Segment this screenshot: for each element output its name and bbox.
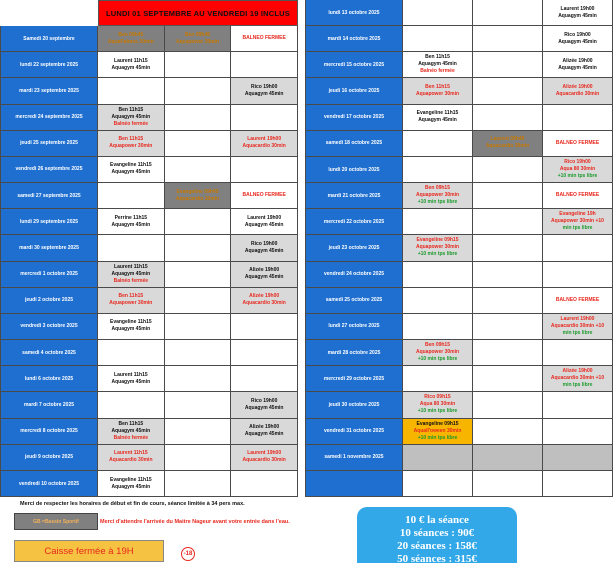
session-cell (473, 78, 543, 104)
date-cell: jeudi 23 octobre 2025 (305, 235, 403, 261)
session-text: Aquagym 45min (558, 38, 597, 45)
date-cell: samedi 1 novembre 2025 (305, 445, 403, 471)
session-cell (231, 445, 298, 471)
session-cell (98, 419, 165, 445)
session-text: BALNEO FERMEE (555, 139, 600, 146)
session-text: Aquapower 30min (415, 244, 460, 251)
session-cell (231, 419, 298, 445)
session-cell (98, 52, 165, 78)
session-text: Evangeline 09h15 (416, 237, 459, 244)
schedule-row (305, 471, 613, 497)
schedule-row (305, 105, 613, 131)
session-cell (473, 314, 543, 340)
session-cell (98, 288, 165, 314)
session-cell (403, 366, 473, 392)
session-cell (543, 183, 613, 209)
schedule-row (305, 340, 613, 366)
session-cell (473, 183, 543, 209)
session-text: Ben 11h15 (118, 420, 144, 427)
session-cell (98, 183, 165, 209)
session-text: Aquagym 45min (111, 378, 151, 385)
session-cell (403, 445, 473, 471)
session-cell (231, 157, 298, 183)
session-text: Ben 11h15 (118, 293, 144, 300)
schedule-row (305, 366, 613, 392)
session-text: Aquagym 45min (244, 90, 284, 97)
session-text: Aquapower 30min (109, 300, 153, 307)
session-text: Evangeline 19h (559, 211, 596, 218)
session-cell (473, 235, 543, 261)
session-cell (165, 78, 232, 104)
session-text: Rico 19h00 (250, 397, 278, 404)
session-text: Perrine 11h15 (114, 214, 148, 221)
session-cell (98, 157, 165, 183)
session-text: Evangeline 11h15 (109, 319, 152, 326)
session-text: Aquall'oween 30min (413, 427, 462, 434)
session-cell (231, 131, 298, 157)
session-cell (165, 314, 232, 340)
session-cell (165, 445, 232, 471)
schedule-row (0, 52, 298, 78)
schedule-right (305, 0, 613, 497)
session-cell (98, 78, 165, 104)
date-cell: vendredi 17 octobre 2025 (305, 105, 403, 131)
session-text: Aquacardio 30min +10 (550, 322, 605, 329)
session-cell (98, 340, 165, 366)
schedule-row (305, 392, 613, 418)
date-cell: vendredi 31 octobre 2025 (305, 419, 403, 445)
date-cell: jeudi 2 octobre 2025 (0, 288, 98, 314)
date-cell: mardi 28 octobre 2025 (305, 340, 403, 366)
date-cell: jeudi 25 septembre 2025 (0, 131, 98, 157)
date-cell: lundi 20 octobre 2025 (305, 157, 403, 183)
schedule-row (305, 183, 613, 209)
date-cell: lundi 13 octobre 2025 (305, 0, 403, 26)
session-cell (98, 471, 165, 497)
date-cell: vendredi 24 octobre 2025 (305, 262, 403, 288)
session-cell (473, 52, 543, 78)
schedule-row (0, 419, 298, 445)
session-cell (473, 262, 543, 288)
session-text: Aquagym 45min (111, 113, 151, 120)
date-cell: mercredi 1 octobre 2025 (0, 262, 98, 288)
session-cell (473, 157, 543, 183)
session-cell (165, 288, 232, 314)
session-cell (543, 209, 613, 235)
session-cell (543, 131, 613, 157)
session-cell (543, 314, 613, 340)
session-text: Aquagym 45min (558, 64, 597, 71)
schedule-row (305, 314, 613, 340)
session-cell (98, 105, 165, 131)
session-cell (165, 157, 232, 183)
session-cell (98, 392, 165, 418)
session-cell (403, 209, 473, 235)
session-text: Aquacardio 30min +10 (550, 375, 605, 382)
session-cell (98, 131, 165, 157)
schedule-row (305, 26, 613, 52)
session-cell (231, 366, 298, 392)
session-text: Rico 09h15 (424, 394, 451, 401)
session-text: BALNEO FERMEE (242, 35, 286, 42)
session-text: Ben 11h15 (118, 106, 144, 113)
session-text: Rico 19h00 (564, 31, 591, 38)
session-text: Laurent 19h00 (247, 450, 282, 457)
session-cell (165, 340, 232, 366)
session-text: Aquagym 45min (244, 247, 284, 254)
session-text: Aquacardio 30min (242, 300, 286, 307)
session-text: Aquagym 45min (111, 326, 151, 333)
session-cell (231, 209, 298, 235)
session-text: Alizée 19h00 (562, 84, 593, 91)
session-cell (165, 366, 232, 392)
session-cell (231, 235, 298, 261)
session-cell (231, 52, 298, 78)
session-text: Ben 11h15 (118, 136, 144, 143)
session-text: Laurent 19h00 (560, 315, 595, 322)
session-cell (165, 183, 232, 209)
session-cell (473, 392, 543, 418)
session-cell (473, 366, 543, 392)
session-text: min tps libre (562, 329, 593, 336)
date-cell: mercredi 29 octobre 2025 (305, 366, 403, 392)
schedule-row (305, 445, 613, 471)
session-text: Aquapower 30min (109, 143, 153, 150)
session-text: Aquapower 30min (175, 38, 220, 45)
session-cell (165, 52, 232, 78)
session-cell (231, 78, 298, 104)
session-text: Laurent 11h15 (114, 57, 148, 64)
respect-hours-note: Merci de respecter les horaires de début et fin de cours, séance limitée à 34 pers max. (20, 501, 245, 507)
session-cell (98, 262, 165, 288)
session-text: Aquagym 45min (111, 270, 151, 277)
schedule-row (305, 235, 613, 261)
session-text: Alizée 19h00 (249, 267, 280, 274)
schedule-row (0, 157, 298, 183)
session-text: Aquagym 45min (244, 274, 284, 281)
session-cell (403, 26, 473, 52)
schedule-row (0, 392, 298, 418)
session-cell (543, 445, 613, 471)
session-text: Ben 09h45 (185, 31, 211, 38)
date-cell: mercredi 8 octobre 2025 (0, 419, 98, 445)
session-text: Evangeline 11h15 (416, 110, 459, 117)
session-text: Aquagym 45min (418, 61, 457, 68)
cashier-closed-notice: Caisse fermée à 19H (14, 540, 164, 562)
date-cell: mercredi 22 octobre 2025 (305, 209, 403, 235)
age-limit-icon: -18 (181, 547, 195, 561)
session-cell (403, 340, 473, 366)
schedule-row (305, 209, 613, 235)
session-cell (165, 419, 232, 445)
session-text: Aqua 80 30min (419, 401, 456, 408)
date-cell: samedi 25 octobre 2025 (305, 288, 403, 314)
schedule-row (0, 131, 298, 157)
date-cell: vendredi 10 octobre 2025 (0, 471, 98, 497)
session-cell (165, 209, 232, 235)
session-text: Aquapower 30min (415, 91, 460, 98)
session-cell (165, 105, 232, 131)
session-cell (403, 314, 473, 340)
schedule-row (305, 288, 613, 314)
session-cell (543, 78, 613, 104)
session-text: AquaPalmes 30min (107, 38, 154, 45)
date-cell (305, 471, 403, 497)
session-text: Balnéo fermée (113, 120, 149, 127)
schedule-row (305, 52, 613, 78)
session-text: Ben 09h15 (424, 342, 450, 349)
session-text: Evangeline 09h15 (416, 420, 459, 427)
session-text: Laurent 11h15 (114, 450, 148, 457)
session-cell (165, 26, 232, 52)
session-text: BALNEO FERMEE (555, 192, 600, 199)
date-cell: samedi 18 octobre 2025 (305, 131, 403, 157)
session-text: Aquapower 30min (415, 192, 460, 199)
session-cell (543, 392, 613, 418)
date-cell: jeudi 30 octobre 2025 (305, 392, 403, 418)
date-cell: samedi 4 octobre 2025 (0, 340, 98, 366)
session-text: min tps libre (562, 382, 593, 389)
schedule-row (305, 419, 613, 445)
schedule-row (305, 0, 613, 26)
session-text: BALNEO FERMEE (555, 296, 600, 303)
date-cell: jeudi 16 octobre 2025 (305, 78, 403, 104)
session-text: min tps libre (562, 225, 593, 232)
session-text: Alizée 19h00 (249, 424, 280, 431)
lifeguard-note: Merci d'attendre l'arrivée du Maitre Nageur avant votre entrée dans l'eau. (100, 519, 290, 525)
session-text: Evangeline 09h45 (176, 188, 219, 195)
schedule-row (0, 340, 298, 366)
schedule-row (0, 183, 298, 209)
session-cell (543, 235, 613, 261)
session-cell (473, 131, 543, 157)
session-cell (543, 26, 613, 52)
session-cell (403, 392, 473, 418)
date-cell: lundi 6 octobre 2025 (0, 366, 98, 392)
date-cell: lundi 27 octobre 2025 (305, 314, 403, 340)
date-cell: vendredi 26 septembre 2025 (0, 157, 98, 183)
schedule-row (0, 288, 298, 314)
session-cell (473, 340, 543, 366)
schedule-left (0, 0, 298, 497)
schedule-row (0, 445, 298, 471)
period-banner: LUNDI 01 SEPTEMBRE AU VENDREDI 19 INCLUS (98, 0, 298, 26)
session-cell (98, 314, 165, 340)
schedule-row (305, 262, 613, 288)
session-cell (403, 0, 473, 26)
session-cell (165, 392, 232, 418)
session-cell (231, 262, 298, 288)
session-cell (403, 235, 473, 261)
price-line: 10 € la séance (405, 514, 469, 526)
schedule-row (0, 105, 298, 131)
session-text: Aquagym 45min (558, 12, 597, 19)
date-cell: mercredi 24 septembre 2025 (0, 105, 98, 131)
session-text: Laurent 19h00 (247, 136, 282, 143)
date-cell: mardi 21 octobre 2025 (305, 183, 403, 209)
date-cell: mardi 30 septembre 2025 (0, 235, 98, 261)
session-cell (231, 471, 298, 497)
schedule-row (0, 209, 298, 235)
date-cell: lundi 22 septembre 2025 (0, 52, 98, 78)
session-text: +10 min tps libre (417, 199, 458, 206)
session-cell (231, 183, 298, 209)
session-cell (231, 26, 298, 52)
session-cell (543, 105, 613, 131)
session-cell (98, 235, 165, 261)
session-cell (543, 419, 613, 445)
session-text: Aquagym 45min (111, 427, 151, 434)
session-text: Laurent 11h15 (114, 371, 148, 378)
session-cell (543, 157, 613, 183)
session-cell (165, 131, 232, 157)
schedule-row (305, 157, 613, 183)
session-text: +10 min tps libre (417, 434, 458, 441)
schedule-row (305, 78, 613, 104)
session-cell (231, 105, 298, 131)
session-text: Aqua 80 30min (559, 166, 596, 173)
date-cell: Samedi 20 septembre (0, 26, 98, 52)
session-text: Aquacardio 30min (242, 143, 286, 150)
date-cell: mardi 14 octobre 2025 (305, 26, 403, 52)
session-cell (98, 209, 165, 235)
session-text: +10 min tps libre (417, 251, 458, 258)
session-text: Aquacardio 30min (242, 457, 286, 464)
session-text: Laurent 09h45 (490, 136, 525, 143)
session-text: Laurent 19h00 (247, 214, 282, 221)
date-cell: mardi 7 octobre 2025 (0, 392, 98, 418)
session-text: +10 min tps libre (557, 173, 598, 180)
session-text: Alizée 19h00 (562, 57, 593, 64)
session-cell (543, 366, 613, 392)
gb-legend-badge: GB =Bassin Sportif (14, 513, 98, 530)
schedule-row (0, 366, 298, 392)
session-cell (543, 288, 613, 314)
session-cell (473, 445, 543, 471)
session-cell (403, 131, 473, 157)
schedule-row (305, 131, 613, 157)
session-cell (543, 0, 613, 26)
schedule-row (0, 235, 298, 261)
session-text: Aquacardio 30min (485, 143, 530, 150)
session-text: Aquagym 45min (244, 221, 284, 228)
session-text: Ben 09h45 (118, 31, 144, 38)
session-text: Alizée 19h00 (562, 368, 593, 375)
session-text: Rico 19h00 (564, 159, 591, 166)
session-cell (403, 419, 473, 445)
session-text: +10 min tps libre (417, 408, 458, 415)
session-text: Evangeline 11h15 (109, 162, 152, 169)
session-text: Evangeline 11h15 (109, 476, 152, 483)
session-cell (403, 288, 473, 314)
session-text: Rico 19h00 (250, 83, 278, 90)
price-line: 50 séances : 315€ (397, 553, 477, 563)
session-cell (473, 288, 543, 314)
date-cell: mardi 23 septembre 2025 (0, 78, 98, 104)
session-text: Aquagym 45min (244, 404, 284, 411)
session-cell (403, 105, 473, 131)
session-text: Rico 19h00 (250, 240, 278, 247)
session-cell (543, 340, 613, 366)
session-cell (98, 366, 165, 392)
session-cell (403, 262, 473, 288)
session-cell (231, 340, 298, 366)
schedule-row (0, 78, 298, 104)
session-cell (98, 26, 165, 52)
session-text: Aquacardio 30min (555, 91, 600, 98)
session-text: Aquagym 45min (244, 431, 284, 438)
session-cell (403, 183, 473, 209)
session-cell (231, 392, 298, 418)
session-cell (473, 471, 543, 497)
session-text: Balnéo fermée (420, 68, 455, 75)
price-panel (357, 507, 517, 563)
session-text: Aquagym 45min (111, 483, 151, 490)
session-text: Ben 11h15 (425, 54, 450, 61)
session-text: Aquapower 30min (415, 349, 460, 356)
session-text: Aquacardio 30min (109, 457, 153, 464)
session-cell (165, 235, 232, 261)
session-text: Aquagym 45min (111, 221, 151, 228)
schedule-row (0, 471, 298, 497)
price-line: 20 séances : 158€ (397, 540, 477, 552)
session-cell (473, 419, 543, 445)
session-cell (403, 471, 473, 497)
session-cell (403, 78, 473, 104)
date-cell: jeudi 9 octobre 2025 (0, 445, 98, 471)
session-text: +10 min tps libre (417, 356, 458, 363)
session-text: Aquagym 45min (111, 64, 151, 71)
schedule-row (0, 314, 298, 340)
session-cell (543, 262, 613, 288)
session-cell (473, 26, 543, 52)
session-text: Aquagym 45min (111, 169, 151, 176)
session-text: Laurent 19h00 (560, 5, 595, 12)
date-cell: mercredi 15 octobre 2025 (305, 52, 403, 78)
session-text: Alizée 19h00 (249, 293, 280, 300)
session-cell (231, 288, 298, 314)
session-cell (473, 209, 543, 235)
session-text: Ben 09h15 (424, 185, 450, 192)
session-cell (403, 52, 473, 78)
session-cell (543, 52, 613, 78)
session-cell (473, 0, 543, 26)
date-cell: vendredi 3 octobre 2025 (0, 314, 98, 340)
session-cell (543, 471, 613, 497)
session-cell (403, 157, 473, 183)
schedule-row (0, 26, 298, 52)
date-cell: lundi 29 septembre 2025 (0, 209, 98, 235)
session-cell (231, 314, 298, 340)
session-cell (98, 445, 165, 471)
session-text: Balnéo fermée (113, 434, 149, 441)
session-text: Aquagym 45min (418, 117, 457, 124)
price-line: 10 séances : 90€ (399, 527, 475, 539)
session-text: Ben 11h15 (425, 84, 450, 91)
session-text: BALNEO FERMEE (242, 192, 286, 199)
schedule-row (0, 262, 298, 288)
session-text: Aquapower 30min +10 (551, 218, 604, 225)
session-cell (473, 105, 543, 131)
session-text: Laurent 11h15 (114, 263, 148, 270)
session-text: Balnéo fermée (113, 277, 149, 284)
session-text: Aquacardio 30min (175, 195, 220, 202)
session-cell (165, 471, 232, 497)
session-cell (165, 262, 232, 288)
date-cell: samedi 27 septembre 2025 (0, 183, 98, 209)
